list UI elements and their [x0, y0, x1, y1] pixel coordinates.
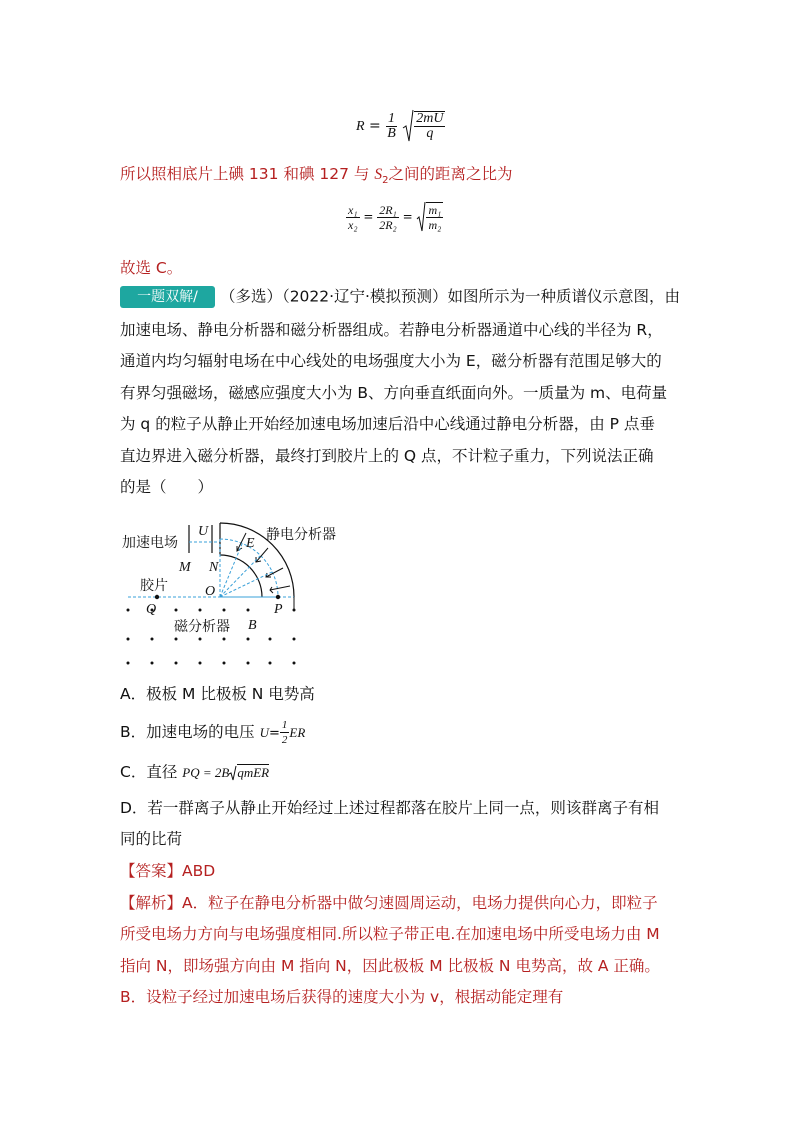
label-accel-field: 加速电场 — [122, 535, 178, 551]
ratio-frac-x — [346, 203, 360, 232]
option-b-text: B．加速电场的电压 — [120, 723, 255, 741]
analysis-key: 【解析】 — [120, 894, 183, 912]
mass-spectrometer-diagram — [110, 515, 336, 675]
sqrt-fraction — [414, 111, 445, 141]
ratio-text-b: 之间的距离之比为 — [388, 165, 513, 183]
ratio-m-num: m₁ — [428, 203, 442, 217]
option-a: A．极板 M 比极板 N 电势高 — [120, 685, 315, 703]
formula-ratio — [346, 200, 443, 234]
ratio-m-den: m₂ — [428, 218, 442, 232]
question-line-1 — [120, 286, 680, 308]
option-b: B．加速电场的电压 U= $\frac{1}{2}$ ER — [120, 719, 306, 746]
question-line-2: 加速电场、静电分析器和磁分析器组成。若静电分析器通道中心线的半径为 R， — [120, 321, 663, 339]
frac-den: B — [387, 125, 396, 141]
sqrt-group — [402, 108, 445, 144]
ratio-eq-2: = — [402, 209, 413, 224]
analysis-line-2: 所受电场力方向与电场强度相同.所以粒子带正电.在加速电场中所受电场力由 M — [120, 925, 660, 943]
ratio-r-den: 2R₂ — [379, 217, 397, 232]
question-line-4: 有界匀强磁场，磁感应强度大小为 B、方向垂直纸面向外。一质量为 m、电荷量 — [120, 384, 668, 402]
sqrt-icon — [416, 200, 426, 234]
ratio-frac-m — [426, 202, 443, 232]
ratio-x-den: x₂ — [348, 217, 358, 232]
ratio-frac-r — [377, 203, 399, 232]
option-d-line-2: 同的比荷 — [120, 830, 183, 848]
option-b-lhs: U — [259, 725, 269, 740]
ratio-text-a: 所以照相底片上碘 131 和碘 127 与 — [120, 165, 375, 183]
question-line-6: 直边界进入磁分析器，最终打到胶片上的 Q 点，不计粒子重力，下列说法正确 — [120, 447, 654, 465]
question-text-1: （多选）（2022·辽宁·模拟预测）如图所示为一种质谱仪示意图，由 — [219, 287, 680, 306]
conclusion-line: 故选 C。 — [120, 259, 183, 277]
ratio-line — [120, 164, 512, 191]
label-e: E — [246, 536, 255, 551]
point-p — [276, 595, 280, 599]
sqrt-den: q — [426, 126, 434, 141]
option-c-rad: qmER — [237, 765, 270, 780]
formula-eq: = — [369, 118, 381, 134]
label-esa: 静电分析器 — [266, 527, 336, 543]
option-c — [120, 762, 269, 783]
question-line-3: 通道内均匀辐射电场在中心线处的电场强度大小为 E，磁分析器有范围足够大的 — [120, 352, 662, 370]
answer-key: 【答案】 — [120, 862, 183, 880]
ratio-sqrt — [416, 200, 443, 234]
sqrt-num: 2mU — [416, 111, 444, 126]
label-b: B — [248, 618, 257, 633]
analysis-text-1: A．粒子在静电分析器中做匀速圆周运动，电场力提供向心力，即粒子 — [182, 894, 658, 912]
ratio-x-num: x₁ — [348, 202, 358, 217]
sqrt-icon — [402, 108, 414, 144]
ratio-eq-1: = — [363, 209, 374, 224]
option-b-num: 1 — [281, 719, 288, 731]
ratio-s-sub: 2 — [382, 175, 389, 187]
label-film: 胶片 — [140, 578, 168, 594]
option-c-text: C．直径 — [120, 763, 178, 781]
question-line-5: 为 q 的粒子从静止开始经加速电场加速后沿中心线通过静电分析器，由 P 点垂 — [120, 415, 655, 433]
formula-fraction — [385, 112, 398, 141]
analysis-line-3: 指向 N，即场强方向由 M 指向 N，因此极板 M 比极板 N 电势高，故 A 正确。 — [120, 957, 660, 975]
ratio-s: S — [374, 166, 383, 183]
analysis-line-1 — [120, 893, 658, 913]
option-b-rest: ER — [289, 725, 306, 740]
ratio-r-num: 2R₁ — [379, 202, 397, 217]
formula-lhs: R — [356, 119, 365, 134]
frac-num: 1 — [387, 110, 395, 126]
answer-value: ABD — [182, 862, 216, 880]
label-u: U — [198, 524, 209, 539]
label-msa: 磁分析器 — [174, 619, 230, 635]
option-b-den: 2 — [281, 734, 288, 746]
option-d-line-1: D．若一群离子从静止开始经过上述过程都落在胶片上同一点，则该群离子有相 — [120, 799, 659, 817]
question-line-7: 的是（ ） — [120, 478, 214, 496]
analysis-line-4: B．设粒子经过加速电场后获得的速度大小为 v，根据动能定理有 — [120, 988, 564, 1006]
label-o: O — [205, 584, 216, 599]
point-q — [155, 595, 159, 599]
label-m: M — [179, 560, 191, 575]
answer-line — [120, 861, 215, 881]
formula-radius — [356, 108, 445, 144]
label-n: N — [209, 560, 219, 575]
label-q: Q — [146, 602, 157, 617]
option-c-formula: PQ = 2B — [182, 765, 230, 780]
double-solution-badge: 一题双解/ — [120, 286, 215, 308]
label-p: P — [274, 602, 283, 617]
option-b-frac — [280, 718, 290, 747]
